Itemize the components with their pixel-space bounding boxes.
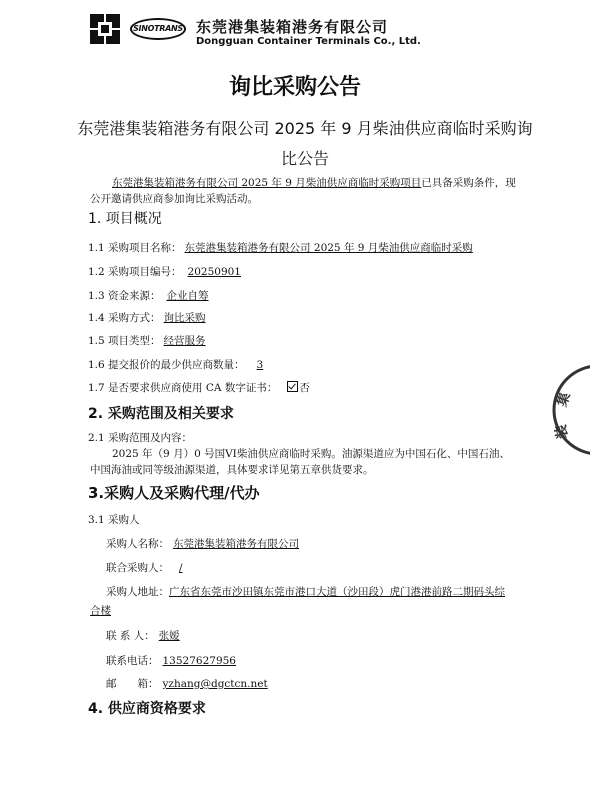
phone-value: 13527627956 bbox=[162, 655, 236, 667]
checked-box-icon bbox=[287, 381, 298, 392]
buyer-address-value: 广东省东莞市沙田镇东莞市港口大道（沙田段）虎门港港前路二期码头综 bbox=[169, 586, 505, 598]
contact-value: 张嫒 bbox=[158, 630, 180, 642]
contact-label: 联 系 人： bbox=[106, 630, 155, 642]
email-row bbox=[106, 676, 272, 691]
overview-row-project-number bbox=[88, 264, 244, 279]
row-label: 1.4 采购方式： bbox=[88, 312, 161, 324]
overview-row-method bbox=[88, 310, 209, 325]
row-value: 东莞港集装箱港务有限公司 2025 年 9 月柴油供应商临时采购 bbox=[184, 242, 473, 254]
section-heading-scope: 2. 采购范围及相关要求 bbox=[88, 406, 234, 422]
row-label: 1.6 提交报价的最少供应商数量： bbox=[88, 359, 245, 371]
row-value: 3 bbox=[256, 359, 264, 371]
company-name-en: Dongguan Container Terminals Co., Ltd. bbox=[196, 36, 421, 47]
page-title: 询比采购公告 bbox=[228, 75, 361, 100]
email-value: yzhang@dgctcn.net bbox=[162, 678, 268, 690]
row-label: 1.2 采购项目编号： bbox=[88, 266, 182, 278]
buyer-name-label: 采购人名称： bbox=[106, 538, 169, 550]
contact-row bbox=[106, 628, 184, 643]
svg-text:装: 装 bbox=[553, 423, 572, 440]
intro-paragraph bbox=[90, 175, 520, 207]
company-logo-icon bbox=[88, 12, 122, 46]
row-value: 询比采购 bbox=[163, 312, 206, 324]
joint-buyer-row bbox=[106, 560, 193, 575]
buyer-address-value-2: 合楼 bbox=[90, 605, 111, 617]
svg-text:集: 集 bbox=[553, 390, 574, 409]
joint-buyer-label: 联合采购人： bbox=[106, 562, 169, 574]
overview-row-project-name bbox=[88, 240, 476, 255]
row-value: 企业自筹 bbox=[166, 290, 209, 302]
row-value: 20250901 bbox=[187, 266, 241, 278]
row-label: 1.3 资金来源： bbox=[88, 290, 161, 302]
overview-row-type bbox=[88, 333, 209, 348]
row-value: 否 bbox=[299, 382, 310, 394]
section-heading-overview: 1. 项目概况 bbox=[88, 211, 162, 227]
scope-label: 2.1 采购范围及内容： bbox=[88, 432, 193, 444]
company-name-cn: 东莞港集装箱港务有限公司 bbox=[196, 18, 389, 36]
section-heading-qualification: 4. 供应商资格要求 bbox=[88, 701, 206, 717]
buyer-name-value: 东莞港集装箱港务有限公司 bbox=[173, 538, 299, 550]
row-label: 1.7 是否要求供应商使用 CA 数字证书： bbox=[88, 382, 278, 394]
row-label: 1.1 采购项目名称： bbox=[88, 242, 182, 254]
overview-row-min-suppliers bbox=[88, 357, 275, 372]
intro-project-name: 东莞港集装箱港务有限公司 2025 年 9 月柴油供应商临时采购项目 bbox=[112, 177, 422, 189]
buyer-heading: 3.1 采购人 bbox=[88, 514, 140, 526]
notice-subtitle: 东莞港集装箱港务有限公司 2025 年 9 月柴油供应商临时采购询比公告 bbox=[77, 119, 533, 168]
buyer-name-row bbox=[106, 536, 303, 551]
row-label: 1.5 项目类型： bbox=[88, 335, 161, 347]
email-label: 邮 箱： bbox=[106, 678, 159, 690]
buyer-address-label: 采购人地址： bbox=[106, 586, 169, 598]
company-seal-stamp bbox=[548, 360, 590, 460]
buyer-address-row bbox=[106, 584, 505, 599]
letterhead bbox=[88, 12, 508, 52]
scope-text: 2025 年（9 月）0 号国VI柴油供应商临时采购。油源渠道应为中国石化、中国石油、中国海油或同等级油源渠道，具体要求详见第五章供货要求。 bbox=[90, 448, 510, 476]
overview-row-ca-certificate bbox=[88, 380, 310, 395]
buyer-address-continued bbox=[90, 603, 111, 618]
phone-row bbox=[106, 653, 248, 668]
phone-label: 联系电话： bbox=[106, 655, 159, 667]
sinotrans-logo: SINOTRANS bbox=[130, 18, 186, 40]
joint-buyer-value: / bbox=[179, 562, 183, 574]
section-heading-buyer: 3.采购人及采购代理/代办 bbox=[88, 484, 260, 502]
overview-row-fund-source bbox=[88, 288, 215, 303]
intro-text: 已具备采购条件，现公开邀请供应商参加询比采购活动。 bbox=[90, 177, 516, 205]
row-value: 经营服务 bbox=[163, 335, 206, 347]
